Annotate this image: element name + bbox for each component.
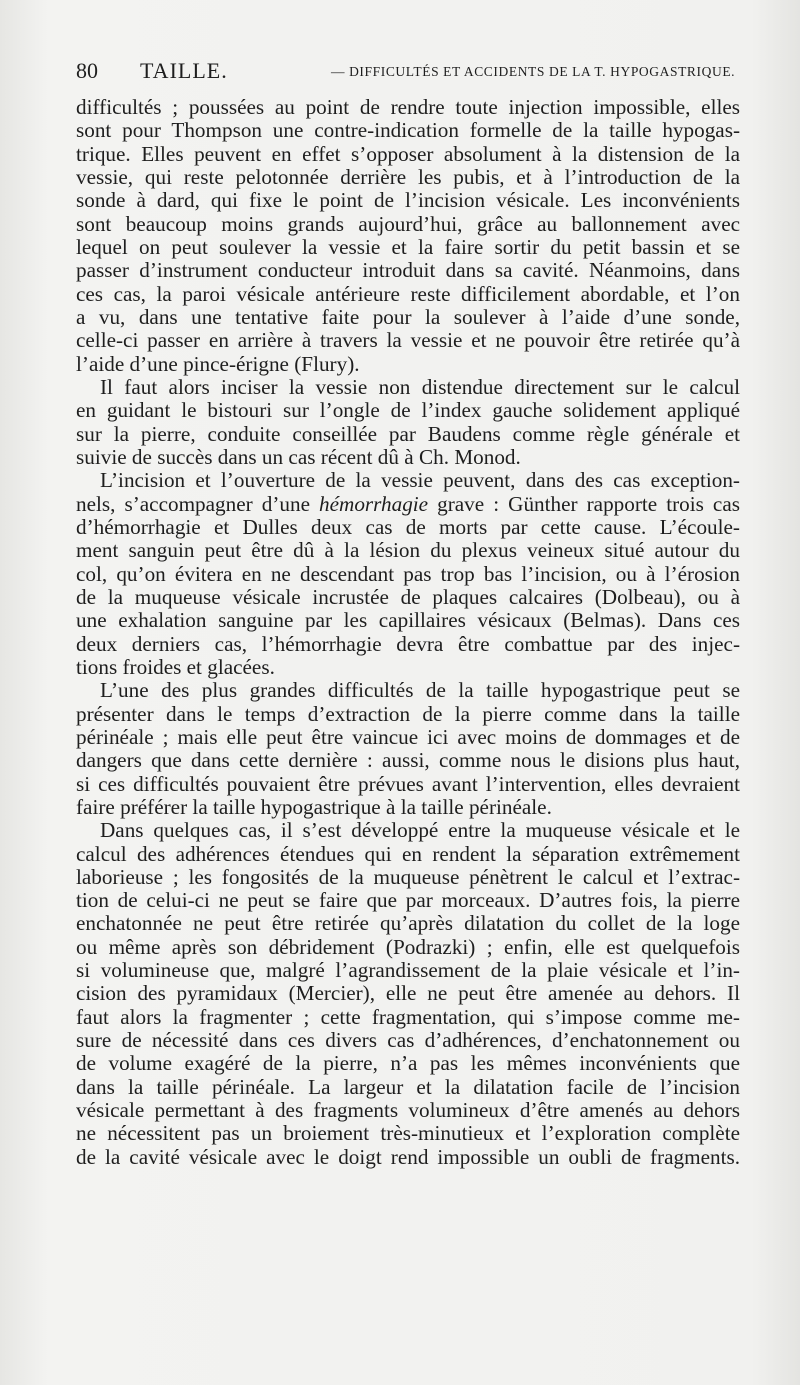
text-line: de la cavité vésicale avec le doigt rend impossible un oubli de fragments.: [76, 1144, 740, 1169]
text-line: de volume exagéré de la pierre, n’a pas les mêmes inconvénients que: [76, 1051, 740, 1076]
running-subtitle: — DIFFICULTÉS ET ACCIDENTS DE LA T. HYPOGASTRIQUE.: [331, 64, 736, 79]
paragraph: [76, 96, 740, 376]
text-line: si ces difficultés pouvaient être prévues avant l’intervention, elles devraient: [76, 771, 740, 796]
text-line: Dans quelques cas, il s’est développé entre la muqueuse vésicale et le: [100, 818, 740, 843]
text-fragment: grave : Günther rapporte trois cas: [428, 491, 740, 516]
text-line: de la muqueuse vésicale incrustée de plaques calcaires (Dolbeau), ou à: [76, 584, 740, 609]
text-line: col, qu’on évitera en ne descendant pas trop bas l’incision, ou à l’érosion: [76, 561, 740, 586]
text-line: vésicale permettant à des fragments volumineux d’être amenés au dehors: [76, 1098, 740, 1123]
text-line: laborieuse ; les fongosités de la muqueuse pénètrent le calcul et l’extrac-: [76, 864, 740, 889]
text-line: ces cas, la paroi vésicale antérieure reste difficilement abordable, et l’on: [76, 281, 740, 306]
text-line: l’aide d’une pince-érigne (Flury).: [76, 351, 360, 376]
text-line: sure de nécessité dans ces divers cas d’adhérences, d’enchatonnement ou: [76, 1028, 740, 1053]
text-line: faire préférer la taille hypogastrique à la taille périnéale.: [76, 794, 552, 819]
text-line: dans la taille périnéale. La largeur et la dilatation facile de l’incision: [76, 1074, 740, 1099]
text-line: faut alors la fragmenter ; cette fragmentation, qui s’impose comme me-: [76, 1004, 740, 1029]
text-line: suivie de succès dans un cas récent dû à Ch. Monod.: [76, 444, 521, 469]
text-line: ne nécessitent pas un broiement très-minutieux et l’exploration complète: [76, 1121, 740, 1146]
text-line: tion de celui-ci ne peut se faire que par morceaux. D’autres fois, la pierre: [76, 888, 740, 913]
running-header: [76, 58, 736, 88]
text-line: une exhalation sanguine par les capillaires vésicaux (Belmas). Dans ces: [76, 608, 740, 633]
paragraph: [76, 469, 740, 679]
text-line: présenter dans le temps d’extraction de la pierre comme dans la taille: [76, 701, 740, 726]
paragraph: [76, 679, 740, 819]
text-line: enchatonnée ne peut être retirée qu’après dilatation du collet de la loge: [76, 911, 740, 936]
emphasis-hemorrhagie: hémorrhagie: [319, 491, 429, 516]
text-line: ment sanguin peut être dû à la lésion du plexus veineux situé autour du: [76, 538, 740, 563]
text-fragment: nels, s’accompagner d’une: [76, 491, 320, 516]
text-line: sont beaucoup moins grands aujourd’hui, grâce au ballonnement avec: [76, 211, 740, 236]
text-line: Il faut alors inciser la vessie non distendue directement sur le calcul: [100, 374, 740, 399]
text-line: si volumineuse que, malgré l’agrandissement de la plaie vésicale et l’in-: [76, 958, 740, 983]
text-line: cision des pyramidaux (Mercier), elle ne peut être amenée au dehors. Il: [76, 981, 740, 1006]
text-line: L’incision et l’ouverture de la vessie peuvent, dans des cas exception-: [100, 468, 740, 493]
text-line: en guidant le bistouri sur l’ongle de l’index gauche solidement appliqué: [76, 398, 740, 423]
text-line: d’hémorrhagie et Dulles deux cas de morts par cette cause. L’écoule-: [76, 514, 740, 539]
text-line: dangers que dans cette dernière : aussi, comme nous le disions plus haut,: [76, 748, 740, 773]
text-line: L’une des plus grandes difficultés de la taille hypogastrique peut se: [100, 678, 740, 703]
text-line: sur la pierre, conduite conseillée par Baudens comme règle générale et: [76, 421, 740, 446]
text-line: sont pour Thompson une contre-indication formelle de la taille hypogas-: [76, 118, 740, 143]
text-line: trique. Elles peuvent en effet s’opposer absolument à la distension de la: [76, 141, 740, 166]
text-line: vessie, qui reste pelotonnée derrière les pubis, et à l’introduction de la: [76, 164, 740, 189]
text-line: ou même après son débridement (Podrazki) ; enfin, elle est quelquefois: [76, 934, 740, 959]
text-line: lequel on peut soulever la vessie et la faire sortir du petit bassin et se: [76, 234, 740, 259]
text-line: tions froides et glacées.: [76, 654, 275, 679]
text-line: a vu, dans une tentative faite pour la soulever à l’aide d’une sonde,: [76, 304, 740, 329]
text-line: calcul des adhérences étendues qui en rendent la séparation extrêmement: [76, 841, 740, 866]
text-line: passer d’instrument conducteur introduit dans sa cavité. Néanmoins, dans: [76, 258, 740, 283]
paragraph: [76, 819, 740, 1169]
body-text: [76, 96, 740, 1169]
text-line: sonde à dard, qui fixe le point de l’incision vésicale. Les inconvénients: [76, 188, 740, 213]
text-line: deux derniers cas, l’hémorrhagie devra être combattue par des injec-: [76, 631, 740, 656]
page-number: 80: [76, 58, 98, 83]
paragraph: [76, 376, 740, 469]
text-line: périnéale ; mais elle peut être vaincue ici avec moins de dommages et de: [76, 724, 740, 749]
text-line-with-emphasis: [76, 493, 740, 516]
text-line: celle-ci passer en arrière à travers la vessie et ne pouvoir être retirée qu’à: [76, 328, 740, 353]
running-title: TAILLE.: [140, 58, 228, 83]
text-line: difficultés ; poussées au point de rendre toute injection impossible, elles: [76, 95, 740, 119]
